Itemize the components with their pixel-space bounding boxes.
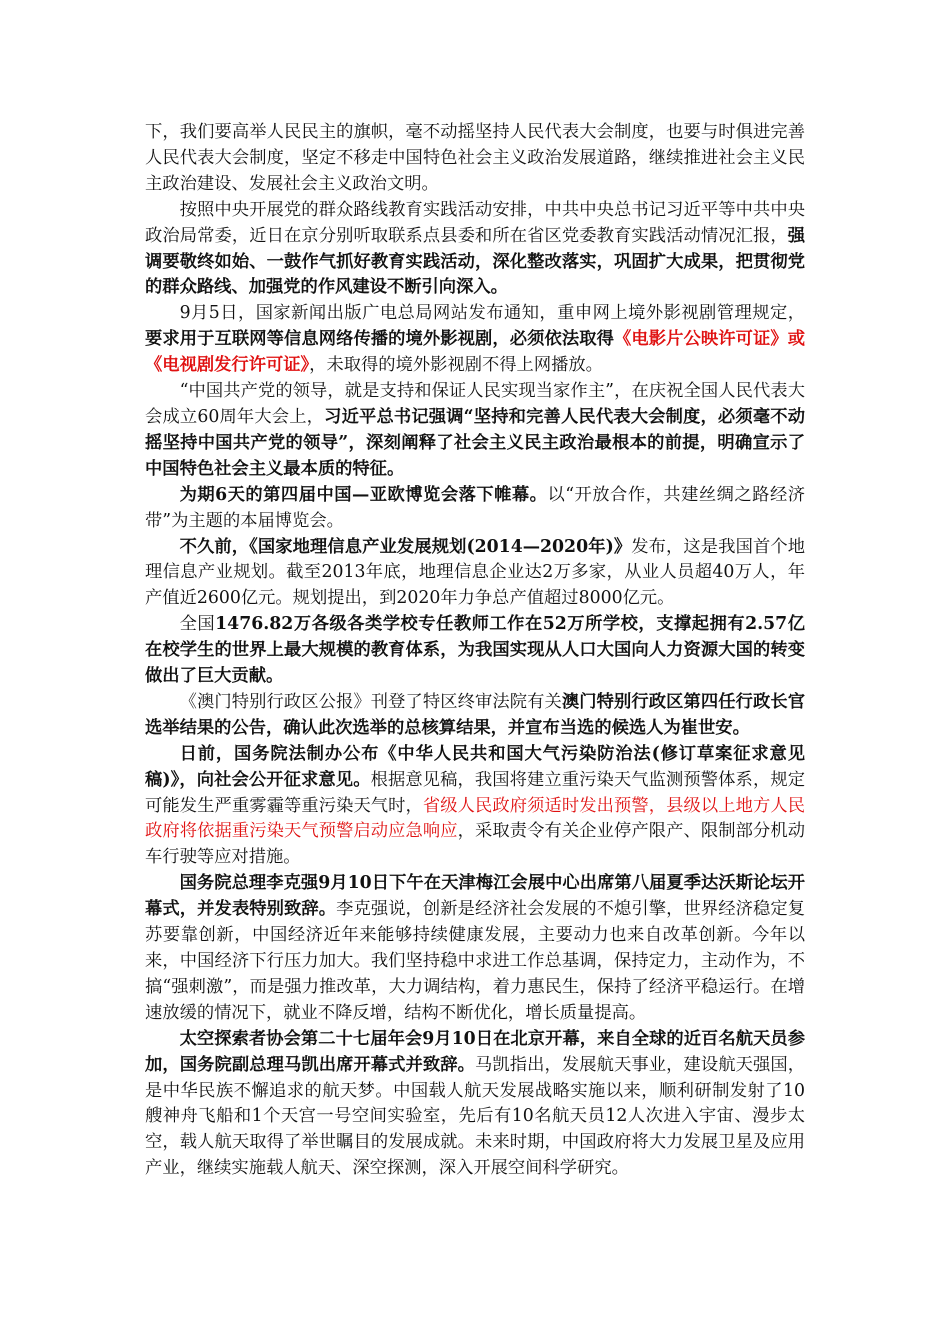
text-run: “中国共产党的领导，就是支持和保证人民实现当家作主”，在庆祝全国人民代表大会成立60周年大会上， [145, 381, 805, 427]
text-run: 发布，这是我国首个地理信息产业规划。截至2013年底，地理信息企业达2万多家，从业人员超40万人，年产值近2600亿元。规划提出，到2020年力争总产值超过8000亿元。 [145, 536, 805, 609]
text-run: 按照中央开展党的群众路线教育实践活动安排，中共中央总书记习近平等中共中央政治局常委，近日在京分别听取联系点县委和所在省区党委教育实践活动情况汇报， [145, 199, 805, 246]
text-run: 下，我们要高举人民民主的旗帜，毫不动摇坚持人民代表大会制度，也要与时俱进完善人民代表大会制度，坚定不移走中国特色社会主义政治发展道路，继续推进社会主义民主政治建设、发展社会主义政治文明。 [145, 122, 805, 194]
text-run: 李克强说，创新是经济社会发展的不熄引擎，世界经济稳定复苏要靠创新，中国经济近年来能够持续健康发展，主要动力也来自改革创新。今年以来，中国经济下行压力加大。我们坚持稳中求进工作总基调，保持定力，主动作为，不搞“强刺激”，而是强力推改革，大力调结构，着力惠民生，保持了经济平稳运行。在增速放缓的情况下，就业不降反增，结构不断优化，增长质量提高。 [145, 899, 805, 1023]
text-run: 《澳门特别行政区公报》刊登了特区终审法院有关 [179, 691, 562, 712]
paragraph-10 [145, 871, 805, 1026]
paragraph-9 [145, 742, 805, 872]
bold-text-run: 强调要敬终如始、一鼓作气抓好教育实践活动，深化整改落实，巩固扩大成果，把贯彻党的群众路线、加强党的作风建设不断引向深入。 [145, 225, 805, 298]
paragraph-11 [145, 1027, 805, 1182]
bold-text-run: 习近平总书记强调“坚持和完善人民代表大会制度，必须毫不动摇坚持中国共产党的领导”，深刻阐释了社会主义民主政治最根本的前提，明确宣示了中国特色社会主义最本质的特征。 [145, 406, 805, 479]
paragraph-5 [145, 483, 805, 535]
bold-text-run: 太空探索者协会第二十七届年会9月10日在北京开幕，来自全球的近百名航天员参加，国务院副总理马凯出席开幕式并致辞。 [145, 1028, 805, 1075]
paragraph-2 [145, 198, 805, 302]
red-text-run: 省级人民政府须适时发出预警，县级以上地方人民政府将依据重污染天气预警启动应急响应 [145, 795, 805, 842]
text-run: 以“开放合作，共建丝绸之路经济带”为主题的本届博览会。 [145, 484, 805, 531]
paragraph-6 [145, 535, 805, 613]
red-bold-text-run: 《电影片公映许可证》或《电视剧发行许可证》 [145, 329, 805, 376]
text-run: ，采取责令有关企业停产限产、限制部分机动车行驶等应对措施。 [145, 821, 805, 868]
text-run: 全国 [179, 614, 216, 635]
document-body [145, 120, 805, 1182]
bold-text-run: 国务院总理李克强9月10日下午在天津梅江会展中心出席第八届夏季达沃斯论坛开幕式，并发表特别致辞。 [145, 873, 805, 920]
paragraph-3 [145, 301, 805, 379]
paragraph-1 [145, 120, 805, 198]
paragraph-8 [145, 690, 805, 742]
text-run: 根据意见稿，我国将建立重污染天气监测预警体系，规定可能发生严重雾霾等重污染天气时， [145, 769, 805, 816]
text-run: 马凯指出，发展航天事业，建设航天强国，是中华民族不懈追求的航天梦。中国载人航天发展战略实施以来，顺利研制发射了10艘神舟飞船和1个天宫一号空间实验室，先后有10名航天员12人次进入宇宙、漫步太空，载人航天取得了举世瞩目的发展成就。未来时期，中国政府将大力发展卫星及应用产业，继续实施载人航天、深空探测，深入开展空间科学研究。 [145, 1054, 805, 1179]
bold-text-run: 1476.82万各级各类学校专任教师工作在52万所学校，支撑起拥有2.57亿在校学生的世界上最大规模的教育体系，为我国实现从人口大国向人力资源大国的转变做出了巨大贡献。 [145, 614, 805, 687]
text-run: 9月5日，国家新闻出版广电总局网站发布通知，重申网上境外影视剧管理规定， [179, 303, 805, 324]
text-run: ，未取得的境外影视剧不得上网播放。 [309, 355, 603, 376]
paragraph-7 [145, 612, 805, 690]
bold-text-run: 日前，国务院法制办公布《中华人民共和国大气污染防治法(修订草案征求意见稿)》，向社会公开征求意见。 [145, 743, 805, 790]
bold-text-run: 澳门特别行政区第四任行政长官选举结果的公告，确认此次选举的总核算结果，并宣布当选的候选人为崔世安。 [145, 691, 805, 738]
bold-text-run: 要求用于互联网等信息网络传播的境外影视剧，必须依法取得 [145, 329, 614, 350]
bold-text-run: 为期6天的第四届中国—亚欧博览会落下帷幕。 [179, 484, 548, 505]
bold-text-run: 不久前，《国家地理信息产业发展规划(2014—2020年)》 [179, 536, 632, 557]
paragraph-4 [145, 379, 805, 483]
